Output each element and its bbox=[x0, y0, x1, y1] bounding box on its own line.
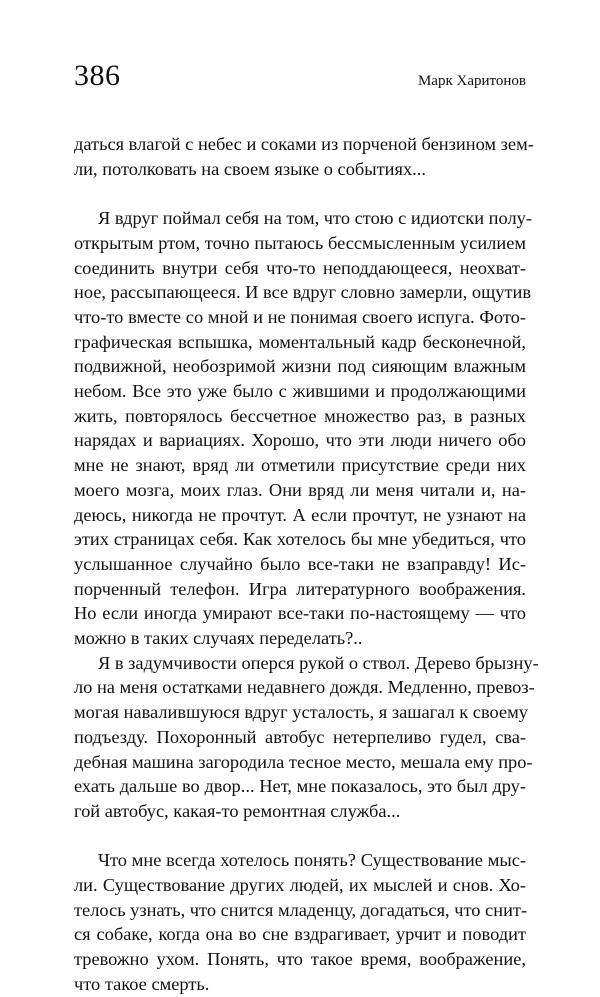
text-line: Я вдруг поймал себя на том, что стою с идиотски полу- bbox=[98, 208, 532, 229]
text-line: ся собаке, когда она во сне вздрагивает, урчит и поводит bbox=[74, 924, 526, 945]
text-line: моего мозга, моих глаз. Они вряд ли меня читали и, на- bbox=[74, 479, 526, 500]
text-line: могая навалившуюся вдруг усталость, я зашагал к своему bbox=[74, 702, 528, 723]
text-line: жить, повторялось бессчетное множество раз, в разных bbox=[74, 405, 526, 426]
body-text bbox=[74, 132, 539, 997]
text-line: мне не знают, вряд ли отметили присутствие среди них bbox=[74, 455, 526, 476]
text-line: этих страницах себя. Как хотелось бы мне убедиться, что bbox=[74, 529, 526, 550]
text-line: гой автобус, какая-то ремонтная служба... bbox=[74, 800, 401, 821]
text-line: что такое смерть. bbox=[74, 973, 210, 994]
text-line: порченный телефон. Игра литературного воображения. bbox=[74, 578, 526, 599]
paragraph bbox=[74, 206, 532, 651]
text-line: что-то вместе со мной и не понимая своего испуга. Фото- bbox=[74, 306, 526, 327]
text-line: телось узнать, что снится младенцу, догадаться, что снит- bbox=[74, 899, 528, 920]
text-line: деюсь, никогда не прочтут. А если прочтут, не узнают на bbox=[74, 504, 526, 525]
text-line: Я в задумчивости оперся рукой о ствол. Дерево брызну- bbox=[98, 652, 539, 673]
text-line: небом. Все это уже было с жившими и продолжающими bbox=[74, 381, 526, 402]
text-line: тревожно ухом. Понять, что такое время, воображение, bbox=[74, 949, 526, 970]
paragraph bbox=[74, 132, 534, 181]
text-line: подъезду. Похоронный автобус нетерпеливо гудел, сва- bbox=[74, 726, 526, 747]
text-line: ехать дальше во двор... Нет, мне показалось, это был дру- bbox=[74, 776, 526, 797]
text-line: можно в таких случаях переделать?.. bbox=[74, 628, 363, 649]
text-line: услышанное случайно было все-таки не взаправду! Ис- bbox=[74, 553, 526, 574]
text-line: ло на меня остатками недавнего дождя. Медленно, превоз- bbox=[74, 677, 535, 698]
text-line: открытым ртом, точно пытаюсь бессмысленным усилием bbox=[74, 232, 526, 253]
text-line: соединить внутри себя что-то неподдающееся, неохват- bbox=[74, 257, 526, 278]
text-line: ли. Существование других людей, их мыслей и снов. Хо- bbox=[74, 875, 526, 896]
text-line: подвижной, необозримой жизни под сияющим влажным bbox=[74, 356, 526, 377]
page-number: 386 bbox=[74, 59, 121, 92]
text-line: даться влагой с небес и соками из порченой бензином зем- bbox=[74, 134, 534, 154]
text-line: Но если иногда умирают все-таки по-настоящему — что bbox=[74, 603, 526, 624]
paragraph bbox=[74, 651, 539, 824]
text-line: Что мне всегда хотелось понять? Существование мыс- bbox=[98, 850, 526, 871]
text-line: графическая вспышка, моментальный кадр бесконечной, bbox=[74, 331, 526, 352]
text-line: ное, рассыпающееся. И все вдруг словно замерли, ощутив bbox=[74, 282, 531, 303]
text-line: дебная машина загородила тесное место, мешала ему про- bbox=[74, 751, 533, 772]
text-line: ли, потолковать на своем языке о событиях... bbox=[74, 158, 426, 179]
paragraph bbox=[74, 848, 526, 996]
section-break bbox=[74, 824, 526, 849]
text-line: нарядах и вариациях. Хорошо, что эти люди ничего обо bbox=[74, 430, 526, 451]
running-head-author: Марк Харитонов bbox=[417, 73, 526, 89]
section-break bbox=[74, 181, 526, 206]
